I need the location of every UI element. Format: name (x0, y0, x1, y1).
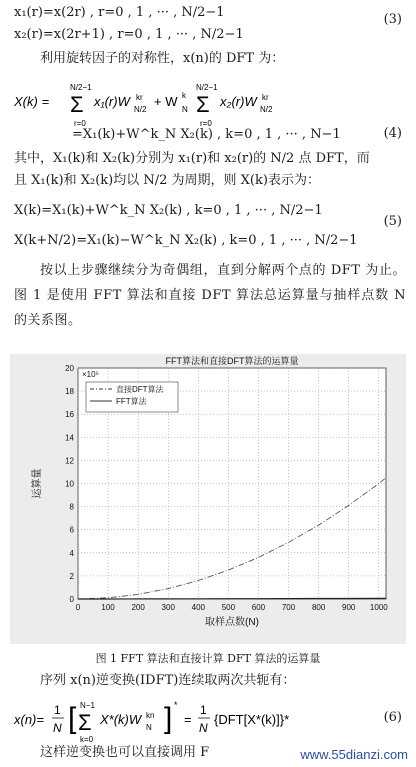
svg-text:=: = (184, 712, 192, 727)
svg-text:*: * (174, 700, 178, 710)
eq5-line2: X(k+N/2)=X₁(k)−W^k_N X₂(k) , k=0 , 1 , ··· , N/2−1 (14, 233, 358, 248)
x-tick-label: 400 (191, 603, 205, 612)
eq3-line1: x₁(r)=x(2r) , r=0 , 1 , ··· , N/2−1 (14, 5, 225, 20)
svg-text:r=0: r=0 (74, 119, 86, 128)
chart-svg (10, 354, 406, 644)
eq3-number: (3) (383, 12, 402, 27)
figure-caption: 图 1 FFT 算法和直接计算 DFT 算法的运算量 (95, 652, 321, 665)
x-tick-label: 1000 (369, 603, 388, 612)
svg-text:kn: kn (146, 711, 155, 720)
series-line-fft (78, 598, 386, 599)
eq3-line2: x₂(r)=x(2r+1) , r=0 , 1 , ··· , N/2−1 (14, 27, 244, 42)
y-tick-label: 12 (65, 456, 74, 466)
x-tick-label: 600 (251, 603, 266, 612)
y-axis-label: 运算量 (32, 468, 43, 499)
eq6-svg (14, 696, 374, 744)
svg-text:k: k (182, 91, 186, 100)
y-tick-label: 2 (69, 571, 74, 581)
eq6-number: (6) (383, 710, 402, 725)
eq5-number: (5) (383, 214, 402, 229)
x-tick-label: 100 (101, 603, 115, 612)
watermark: www.55dianzi.com (300, 747, 408, 762)
idft-text: 序列 x(n)逆变换(IDFT)连续取两次共轭有： (40, 673, 296, 688)
svg-text:N: N (182, 105, 188, 114)
x-tick-label: 700 (281, 603, 296, 612)
svg-text:N: N (53, 721, 62, 735)
svg-text:1: 1 (200, 703, 207, 717)
eq6-formula (14, 696, 374, 747)
svg-text:Σ: Σ (70, 92, 84, 117)
svg-text:N: N (146, 723, 152, 732)
among-text: 其中，X₁(k)和 X₂(k)分别为 x₁(r)和 x₂(r)的 N/2 点 DFT，而 (14, 151, 370, 166)
svg-text:1: 1 (54, 703, 61, 717)
svg-text:x(n)=: x(n)= (14, 712, 44, 727)
x-axis-label: 取样点数(N) (205, 617, 259, 628)
x-tick-label: 200 (131, 603, 145, 612)
svg-text:X*(k)W: X*(k)W (100, 712, 142, 727)
svg-text:[: [ (68, 702, 77, 735)
svg-text:N/2: N/2 (260, 105, 273, 114)
y-tick-label: 14 (65, 433, 74, 443)
x-tick-label: 300 (161, 603, 175, 612)
y-tick-label: 8 (69, 502, 74, 512)
y-tick-label: 20 (65, 364, 74, 373)
svg-text:N/2: N/2 (134, 105, 147, 114)
svg-text:Σ: Σ (196, 92, 210, 117)
among-text-2: 且 X₁(k)和 X₂(k)均以 N/2 为周期，则 X(k)表示为： (14, 173, 320, 188)
y-tick-label: 6 (69, 525, 74, 535)
svg-text:X(k) =: X(k) = (14, 94, 50, 109)
eq5-line1: X(k)=X₁(k)+W^k_N X₂(k) , k=0 , 1 , ··· , N/2−1 (14, 203, 323, 218)
svg-text:N: N (199, 721, 208, 735)
eq4-formula (14, 80, 344, 130)
eq4-number: (4) (383, 126, 402, 141)
intro-text: 利用旋转因子的对称性，x(n)的 DFT 为： (40, 51, 285, 66)
y-tick-label: 0 (69, 595, 74, 604)
svg-text:x₂(r)W: x₂(r)W (220, 94, 257, 109)
svg-text:{DFT[X*(k)]}*: {DFT[X*(k)]}* (214, 712, 290, 727)
svg-text:k=0: k=0 (80, 735, 94, 744)
svg-text:x₁(r)W: x₁(r)W (94, 94, 130, 109)
chart-figure (10, 354, 406, 644)
chart-title: FFT算法和直接DFT算法的运算量 (165, 356, 299, 366)
svg-text:r=0: r=0 (200, 119, 212, 128)
y-tick-label: 10 (65, 479, 74, 489)
x-tick-label: 800 (311, 603, 326, 612)
svg-text:]: ] (164, 702, 173, 735)
y-tick-label: 18 (65, 387, 74, 397)
svg-text:kr: kr (136, 93, 143, 102)
paragraph-1: 按以上步骤继续分为奇偶组，直到分解两个点的 DFT 为止。图 1 是使用 FFT 算法和直接 DFT 算法总运算量与抽样点数 N 的关系图。 (14, 263, 406, 328)
y-tick-label: 4 (69, 548, 74, 558)
svg-text:N/2−1: N/2−1 (196, 83, 218, 92)
x-tick-label: 500 (221, 603, 236, 612)
x-tick-label: 900 (342, 603, 356, 612)
svg-text:+ W: + W (154, 94, 178, 109)
svg-text:kr: kr (262, 93, 269, 102)
svg-text:Σ: Σ (78, 710, 92, 735)
legend-entry: FFT算法 (116, 397, 147, 406)
y-tick-label: 16 (65, 410, 74, 420)
x-tick-label: 0 (75, 603, 81, 612)
svg-text:N−1: N−1 (80, 701, 95, 710)
y-exponent-label: ×10⁵ (82, 370, 99, 379)
last-text: 这样逆变换也可以直接调用 F (40, 745, 210, 760)
svg-text:N/2−1: N/2−1 (70, 83, 92, 92)
eq4-line2: =X₁(k)+W^k_N X₂(k) , k=0 , 1 , ··· , N−1 (72, 127, 341, 142)
legend-entry: 直接DFT算法 (116, 385, 164, 394)
